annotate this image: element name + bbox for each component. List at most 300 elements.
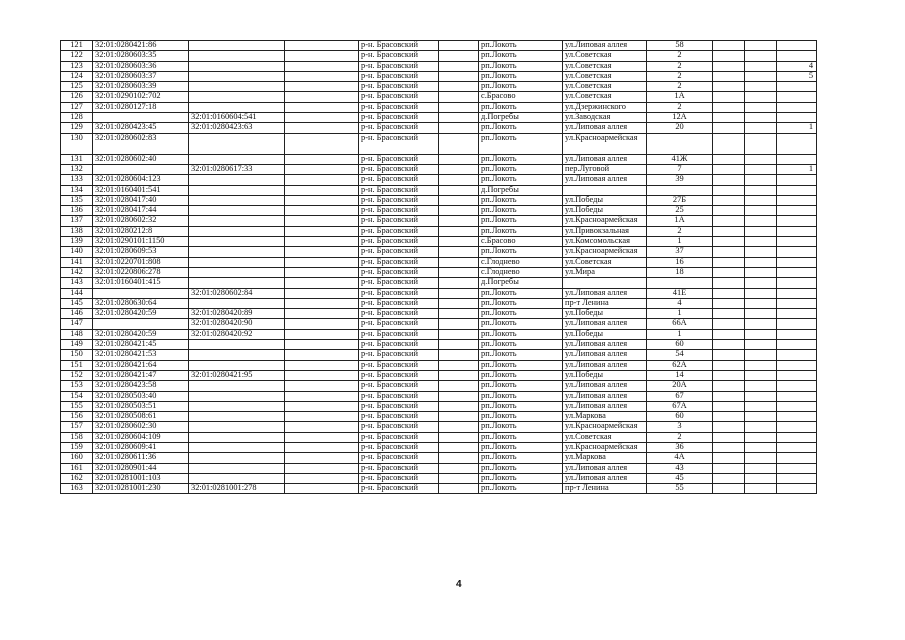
cadastral-number-cell: 32:01:0280609:41 bbox=[93, 442, 189, 452]
table-row bbox=[61, 92, 817, 102]
table-row bbox=[61, 185, 817, 195]
empty-cell bbox=[713, 154, 745, 164]
row-number-cell: 126 bbox=[61, 92, 93, 102]
extra-value-cell bbox=[777, 237, 817, 247]
street-cell: ул.Липовая аллея bbox=[563, 391, 647, 401]
empty-cell bbox=[713, 175, 745, 185]
extra-value-cell bbox=[777, 350, 817, 360]
extra-value-cell bbox=[777, 175, 817, 185]
extra-value-cell bbox=[777, 206, 817, 216]
empty-cell bbox=[745, 133, 777, 154]
cadastral-number-cell: 32:01:0280420:59 bbox=[93, 329, 189, 339]
street-cell: ул.Победы bbox=[563, 309, 647, 319]
empty-cell bbox=[285, 350, 359, 360]
empty-cell bbox=[439, 92, 479, 102]
locality-cell: рп.Локоть bbox=[479, 370, 563, 380]
locality-cell: рп.Локоть bbox=[479, 154, 563, 164]
house-number-cell: 60 bbox=[647, 340, 713, 350]
locality-cell: рп.Локоть bbox=[479, 226, 563, 236]
table-row bbox=[61, 484, 817, 494]
empty-cell bbox=[439, 422, 479, 432]
row-number-cell: 160 bbox=[61, 453, 93, 463]
extra-value-cell bbox=[777, 422, 817, 432]
table-row bbox=[61, 175, 817, 185]
house-number-cell: 4 bbox=[647, 298, 713, 308]
empty-cell bbox=[285, 340, 359, 350]
empty-cell bbox=[713, 164, 745, 174]
empty-cell bbox=[713, 216, 745, 226]
related-cadastral-number-cell bbox=[189, 381, 285, 391]
empty-cell bbox=[745, 463, 777, 473]
empty-cell bbox=[745, 164, 777, 174]
row-number-cell: 128 bbox=[61, 113, 93, 123]
table-row bbox=[61, 113, 817, 123]
empty-cell bbox=[745, 51, 777, 61]
district-cell: р-н. Брасовский bbox=[359, 401, 439, 411]
street-cell: ул.Советская bbox=[563, 92, 647, 102]
empty-cell bbox=[439, 206, 479, 216]
related-cadastral-number-cell bbox=[189, 195, 285, 205]
district-cell: р-н. Брасовский bbox=[359, 370, 439, 380]
related-cadastral-number-cell bbox=[189, 412, 285, 422]
extra-value-cell bbox=[777, 133, 817, 154]
cadastral-number-cell: 32:01:0280421:47 bbox=[93, 370, 189, 380]
extra-value-cell: 1 bbox=[777, 123, 817, 133]
empty-cell bbox=[745, 278, 777, 288]
district-cell: р-н. Брасовский bbox=[359, 309, 439, 319]
house-number-cell: 20А bbox=[647, 381, 713, 391]
related-cadastral-number-cell bbox=[189, 133, 285, 154]
empty-cell bbox=[285, 164, 359, 174]
extra-value-cell bbox=[777, 381, 817, 391]
empty-cell bbox=[285, 206, 359, 216]
house-number-cell: 41Ж bbox=[647, 154, 713, 164]
house-number-cell: 2 bbox=[647, 61, 713, 71]
empty-cell bbox=[713, 453, 745, 463]
table-row bbox=[61, 133, 817, 154]
cadastral-number-cell bbox=[93, 113, 189, 123]
district-cell: р-н. Брасовский bbox=[359, 391, 439, 401]
empty-cell bbox=[285, 237, 359, 247]
empty-cell bbox=[713, 412, 745, 422]
empty-cell bbox=[285, 463, 359, 473]
empty-cell bbox=[439, 442, 479, 452]
empty-cell bbox=[713, 82, 745, 92]
house-number-cell: 25 bbox=[647, 206, 713, 216]
empty-cell bbox=[285, 185, 359, 195]
empty-cell bbox=[439, 247, 479, 257]
cadastral-number-cell: 32:01:0281001:103 bbox=[93, 473, 189, 483]
locality-cell: с.Глоднево bbox=[479, 267, 563, 277]
row-number-cell: 147 bbox=[61, 319, 93, 329]
street-cell: ул.Советская bbox=[563, 257, 647, 267]
street-cell: ул.Комсомольская bbox=[563, 237, 647, 247]
table-row bbox=[61, 463, 817, 473]
empty-cell bbox=[745, 257, 777, 267]
empty-cell bbox=[285, 216, 359, 226]
cadastral-number-cell: 32:01:0280503:51 bbox=[93, 401, 189, 411]
cadastral-number-cell bbox=[93, 319, 189, 329]
empty-cell bbox=[439, 370, 479, 380]
table-body bbox=[61, 41, 817, 494]
street-cell: ул.Липовая аллея bbox=[563, 175, 647, 185]
street-cell: ул.Победы bbox=[563, 195, 647, 205]
row-number-cell: 133 bbox=[61, 175, 93, 185]
empty-cell bbox=[439, 453, 479, 463]
street-cell: ул.Победы bbox=[563, 206, 647, 216]
property-table bbox=[60, 40, 817, 494]
district-cell: р-н. Брасовский bbox=[359, 51, 439, 61]
district-cell: р-н. Брасовский bbox=[359, 154, 439, 164]
empty-cell bbox=[745, 41, 777, 51]
table-row bbox=[61, 381, 817, 391]
locality-cell: рп.Локоть bbox=[479, 51, 563, 61]
district-cell: р-н. Брасовский bbox=[359, 381, 439, 391]
extra-value-cell bbox=[777, 92, 817, 102]
row-number-cell: 151 bbox=[61, 360, 93, 370]
locality-cell: рп.Локоть bbox=[479, 432, 563, 442]
street-cell: ул.Заводская bbox=[563, 113, 647, 123]
empty-cell bbox=[745, 175, 777, 185]
empty-cell bbox=[439, 71, 479, 81]
district-cell: р-н. Брасовский bbox=[359, 350, 439, 360]
district-cell: р-н. Брасовский bbox=[359, 102, 439, 112]
cadastral-number-cell: 32:01:0280604:123 bbox=[93, 175, 189, 185]
house-number-cell: 43 bbox=[647, 463, 713, 473]
row-number-cell: 130 bbox=[61, 133, 93, 154]
locality-cell: рп.Локоть bbox=[479, 61, 563, 71]
row-number-cell: 155 bbox=[61, 401, 93, 411]
empty-cell bbox=[745, 82, 777, 92]
empty-cell bbox=[745, 247, 777, 257]
cadastral-number-cell: 32:01:0280503:40 bbox=[93, 391, 189, 401]
row-number-cell: 129 bbox=[61, 123, 93, 133]
extra-value-cell bbox=[777, 154, 817, 164]
empty-cell bbox=[713, 113, 745, 123]
related-cadastral-number-cell bbox=[189, 102, 285, 112]
empty-cell bbox=[713, 463, 745, 473]
empty-cell bbox=[439, 412, 479, 422]
street-cell: ул.Маркова bbox=[563, 453, 647, 463]
row-number-cell: 162 bbox=[61, 473, 93, 483]
house-number-cell: 2 bbox=[647, 102, 713, 112]
row-number-cell: 136 bbox=[61, 206, 93, 216]
street-cell: ул.Советская bbox=[563, 51, 647, 61]
related-cadastral-number-cell bbox=[189, 350, 285, 360]
row-number-cell: 140 bbox=[61, 247, 93, 257]
house-number-cell: 1 bbox=[647, 309, 713, 319]
locality-cell: рп.Локоть bbox=[479, 288, 563, 298]
empty-cell bbox=[439, 237, 479, 247]
empty-cell bbox=[745, 71, 777, 81]
empty-cell bbox=[439, 226, 479, 236]
empty-cell bbox=[745, 123, 777, 133]
district-cell: р-н. Брасовский bbox=[359, 288, 439, 298]
related-cadastral-number-cell bbox=[189, 206, 285, 216]
empty-cell bbox=[439, 123, 479, 133]
row-number-cell: 131 bbox=[61, 154, 93, 164]
row-number-cell: 145 bbox=[61, 298, 93, 308]
related-cadastral-number-cell: 32:01:0280617:33 bbox=[189, 164, 285, 174]
extra-value-cell bbox=[777, 360, 817, 370]
empty-cell bbox=[713, 309, 745, 319]
district-cell: р-н. Брасовский bbox=[359, 278, 439, 288]
empty-cell bbox=[745, 412, 777, 422]
cadastral-number-cell bbox=[93, 164, 189, 174]
empty-cell bbox=[439, 350, 479, 360]
related-cadastral-number-cell bbox=[189, 422, 285, 432]
cadastral-number-cell: 32:01:0290102:702 bbox=[93, 92, 189, 102]
house-number-cell: 4А bbox=[647, 453, 713, 463]
street-cell: пр-т Ленина bbox=[563, 484, 647, 494]
house-number-cell: 67 bbox=[647, 391, 713, 401]
extra-value-cell bbox=[777, 329, 817, 339]
related-cadastral-number-cell bbox=[189, 41, 285, 51]
page-number: 4 bbox=[456, 579, 462, 590]
street-cell: ул.Липовая аллея bbox=[563, 41, 647, 51]
empty-cell bbox=[713, 391, 745, 401]
district-cell: р-н. Брасовский bbox=[359, 473, 439, 483]
empty-cell bbox=[285, 123, 359, 133]
cadastral-number-cell: 32:01:0280602:32 bbox=[93, 216, 189, 226]
house-number-cell: 20 bbox=[647, 123, 713, 133]
table-row bbox=[61, 432, 817, 442]
related-cadastral-number-cell bbox=[189, 185, 285, 195]
cadastral-number-cell: 32:01:0280603:36 bbox=[93, 61, 189, 71]
related-cadastral-number-cell bbox=[189, 278, 285, 288]
cadastral-number-cell: 32:01:0280603:37 bbox=[93, 71, 189, 81]
extra-value-cell bbox=[777, 442, 817, 452]
row-number-cell: 146 bbox=[61, 309, 93, 319]
row-number-cell: 154 bbox=[61, 391, 93, 401]
district-cell: р-н. Брасовский bbox=[359, 113, 439, 123]
empty-cell bbox=[745, 298, 777, 308]
district-cell: р-н. Брасовский bbox=[359, 298, 439, 308]
row-number-cell: 157 bbox=[61, 422, 93, 432]
district-cell: р-н. Брасовский bbox=[359, 61, 439, 71]
cadastral-number-cell: 32:01:0280602:40 bbox=[93, 154, 189, 164]
district-cell: р-н. Брасовский bbox=[359, 71, 439, 81]
row-number-cell: 161 bbox=[61, 463, 93, 473]
street-cell: ул.Красноармейская bbox=[563, 442, 647, 452]
table-row bbox=[61, 360, 817, 370]
table-row bbox=[61, 102, 817, 112]
row-number-cell: 135 bbox=[61, 195, 93, 205]
empty-cell bbox=[745, 340, 777, 350]
empty-cell bbox=[713, 195, 745, 205]
extra-value-cell bbox=[777, 185, 817, 195]
empty-cell bbox=[745, 319, 777, 329]
street-cell: ул.Красноармейская bbox=[563, 133, 647, 154]
district-cell: р-н. Брасовский bbox=[359, 257, 439, 267]
empty-cell bbox=[285, 82, 359, 92]
locality-cell: рп.Локоть bbox=[479, 133, 563, 154]
empty-cell bbox=[285, 247, 359, 257]
empty-cell bbox=[285, 453, 359, 463]
empty-cell bbox=[285, 329, 359, 339]
empty-cell bbox=[745, 226, 777, 236]
empty-cell bbox=[745, 92, 777, 102]
street-cell: ул.Дзержинского bbox=[563, 102, 647, 112]
street-cell: ул.Липовая аллея bbox=[563, 401, 647, 411]
house-number-cell: 1А bbox=[647, 216, 713, 226]
street-cell: ул.Липовая аллея bbox=[563, 463, 647, 473]
empty-cell bbox=[285, 412, 359, 422]
table-row bbox=[61, 370, 817, 380]
house-number-cell: 54 bbox=[647, 350, 713, 360]
extra-value-cell bbox=[777, 298, 817, 308]
locality-cell: рп.Локоть bbox=[479, 216, 563, 226]
row-number-cell: 123 bbox=[61, 61, 93, 71]
empty-cell bbox=[285, 113, 359, 123]
empty-cell bbox=[713, 102, 745, 112]
empty-cell bbox=[285, 278, 359, 288]
empty-cell bbox=[439, 133, 479, 154]
street-cell: ул.Липовая аллея bbox=[563, 381, 647, 391]
district-cell: р-н. Брасовский bbox=[359, 247, 439, 257]
locality-cell: рп.Локоть bbox=[479, 298, 563, 308]
locality-cell: рп.Локоть bbox=[479, 206, 563, 216]
empty-cell bbox=[745, 154, 777, 164]
cadastral-number-cell: 32:01:0280127:18 bbox=[93, 102, 189, 112]
empty-cell bbox=[745, 484, 777, 494]
related-cadastral-number-cell bbox=[189, 340, 285, 350]
cadastral-number-cell: 32:01:0280417:44 bbox=[93, 206, 189, 216]
district-cell: р-н. Брасовский bbox=[359, 442, 439, 452]
district-cell: р-н. Брасовский bbox=[359, 226, 439, 236]
house-number-cell: 41Е bbox=[647, 288, 713, 298]
related-cadastral-number-cell bbox=[189, 216, 285, 226]
empty-cell bbox=[713, 267, 745, 277]
empty-cell bbox=[285, 92, 359, 102]
empty-cell bbox=[439, 360, 479, 370]
table-row bbox=[61, 123, 817, 133]
empty-cell bbox=[713, 71, 745, 81]
empty-cell bbox=[439, 319, 479, 329]
extra-value-cell bbox=[777, 257, 817, 267]
empty-cell bbox=[285, 51, 359, 61]
extra-value-cell bbox=[777, 412, 817, 422]
table-row bbox=[61, 350, 817, 360]
empty-cell bbox=[439, 473, 479, 483]
empty-cell bbox=[439, 102, 479, 112]
table-row bbox=[61, 51, 817, 61]
street-cell: ул.Липовая аллея bbox=[563, 319, 647, 329]
row-number-cell: 156 bbox=[61, 412, 93, 422]
empty-cell bbox=[745, 370, 777, 380]
empty-cell bbox=[439, 267, 479, 277]
empty-cell bbox=[745, 401, 777, 411]
related-cadastral-number-cell bbox=[189, 473, 285, 483]
empty-cell bbox=[439, 82, 479, 92]
extra-value-cell bbox=[777, 82, 817, 92]
empty-cell bbox=[713, 237, 745, 247]
house-number-cell: 2 bbox=[647, 71, 713, 81]
district-cell: р-н. Брасовский bbox=[359, 175, 439, 185]
street-cell bbox=[563, 278, 647, 288]
related-cadastral-number-cell bbox=[189, 175, 285, 185]
empty-cell bbox=[745, 237, 777, 247]
empty-cell bbox=[285, 319, 359, 329]
related-cadastral-number-cell bbox=[189, 360, 285, 370]
district-cell: р-н. Брасовский bbox=[359, 185, 439, 195]
empty-cell bbox=[285, 133, 359, 154]
related-cadastral-number-cell bbox=[189, 463, 285, 473]
extra-value-cell bbox=[777, 288, 817, 298]
empty-cell bbox=[713, 278, 745, 288]
house-number-cell: 18 bbox=[647, 267, 713, 277]
empty-cell bbox=[285, 401, 359, 411]
empty-cell bbox=[439, 175, 479, 185]
cadastral-number-cell: 32:01:0280508:61 bbox=[93, 412, 189, 422]
table-row bbox=[61, 412, 817, 422]
empty-cell bbox=[713, 350, 745, 360]
empty-cell bbox=[713, 329, 745, 339]
related-cadastral-number-cell bbox=[189, 298, 285, 308]
empty-cell bbox=[713, 185, 745, 195]
street-cell: ул.Привокзальная bbox=[563, 226, 647, 236]
street-cell: ул.Мира bbox=[563, 267, 647, 277]
related-cadastral-number-cell: 32:01:0281001:278 bbox=[189, 484, 285, 494]
empty-cell bbox=[285, 422, 359, 432]
cadastral-number-cell: 32:01:0280609:53 bbox=[93, 247, 189, 257]
empty-cell bbox=[285, 257, 359, 267]
empty-cell bbox=[713, 370, 745, 380]
house-number-cell: 14 bbox=[647, 370, 713, 380]
table-row bbox=[61, 329, 817, 339]
empty-cell bbox=[713, 319, 745, 329]
empty-cell bbox=[285, 432, 359, 442]
empty-cell bbox=[713, 92, 745, 102]
locality-cell: рп.Локоть bbox=[479, 463, 563, 473]
empty-cell bbox=[713, 288, 745, 298]
related-cadastral-number-cell: 32:01:0160604:541 bbox=[189, 113, 285, 123]
locality-cell: рп.Локоть bbox=[479, 195, 563, 205]
house-number-cell: 16 bbox=[647, 257, 713, 267]
extra-value-cell bbox=[777, 340, 817, 350]
empty-cell bbox=[439, 484, 479, 494]
locality-cell: рп.Локоть bbox=[479, 102, 563, 112]
street-cell: пер.Луговой bbox=[563, 164, 647, 174]
cadastral-number-cell: 32:01:0280421:45 bbox=[93, 340, 189, 350]
empty-cell bbox=[713, 442, 745, 452]
empty-cell bbox=[285, 484, 359, 494]
empty-cell bbox=[439, 309, 479, 319]
locality-cell: рп.Локоть bbox=[479, 71, 563, 81]
row-number-cell: 122 bbox=[61, 51, 93, 61]
locality-cell: рп.Локоть bbox=[479, 453, 563, 463]
extra-value-cell bbox=[777, 247, 817, 257]
empty-cell bbox=[713, 340, 745, 350]
street-cell: ул.Красноармейская bbox=[563, 247, 647, 257]
empty-cell bbox=[745, 350, 777, 360]
extra-value-cell bbox=[777, 195, 817, 205]
cadastral-number-cell: 32:01:0220806:278 bbox=[93, 267, 189, 277]
extra-value-cell bbox=[777, 51, 817, 61]
locality-cell: рп.Локоть bbox=[479, 484, 563, 494]
related-cadastral-number-cell bbox=[189, 442, 285, 452]
district-cell: р-н. Брасовский bbox=[359, 123, 439, 133]
related-cadastral-number-cell bbox=[189, 92, 285, 102]
locality-cell: рп.Локоть bbox=[479, 350, 563, 360]
house-number-cell: 2 bbox=[647, 226, 713, 236]
cadastral-number-cell: 32:01:0280423:58 bbox=[93, 381, 189, 391]
locality-cell: рп.Локоть bbox=[479, 164, 563, 174]
cadastral-number-cell: 32:01:0280421:64 bbox=[93, 360, 189, 370]
house-number-cell: 37 bbox=[647, 247, 713, 257]
street-cell: ул.Советская bbox=[563, 82, 647, 92]
empty-cell bbox=[285, 288, 359, 298]
